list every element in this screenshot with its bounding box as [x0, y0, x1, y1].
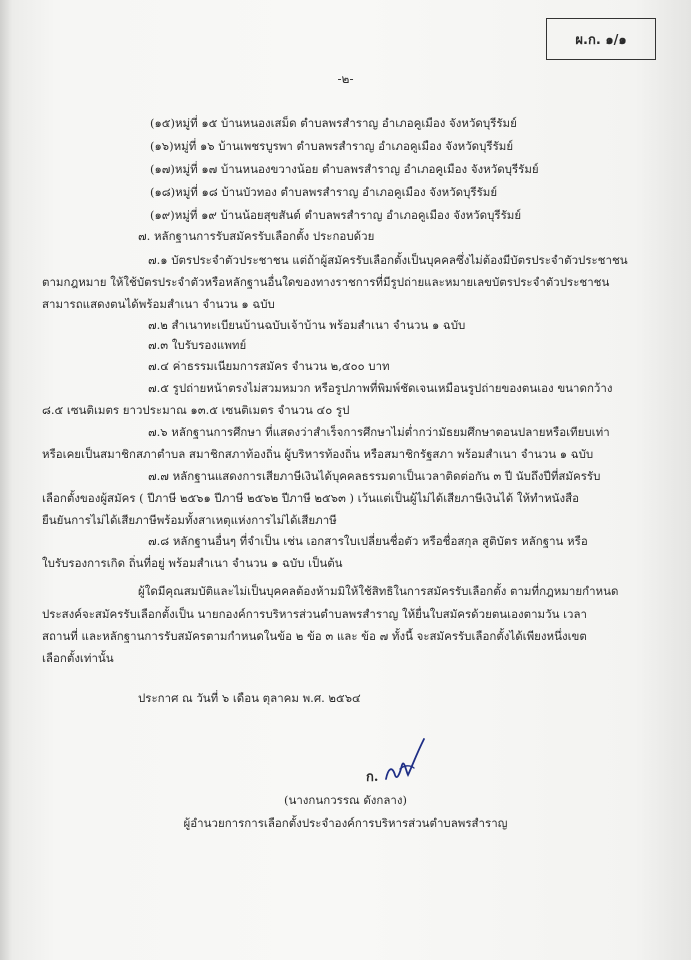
village-line-15: (๑๕)หมู่ที่ ๑๕ บ้านหนองเสม็ด ตำบลพรสำราญ อำเภอคูเมือง จังหวัดบุรีรัมย์	[150, 116, 517, 130]
item-7-3: ๗.๓ ใบรับรองแพทย์	[148, 338, 247, 352]
item-7-7-line-3: ยืนยันการไม่ได้เสียภาษีพร้อมทั้งสาเหตุแห่งการไม่ได้เสียภาษี	[42, 513, 337, 527]
item-7-7-line-1: ๗.๗ หลักฐานแสดงการเสียภาษีเงินได้บุคคลธรรมดาเป็นเวลาติดต่อกัน ๓ ปี นับถึงปีที่สมัครรับ	[148, 469, 601, 483]
item-7-8-line-1: ๗.๘ หลักฐานอื่นๆ ที่จำเป็น เช่น เอกสารใบเปลี่ยนชื่อตัว หรือชื่อสกุล สูติบัตร หลักฐาน หรือ	[148, 534, 588, 548]
section-7-heading: ๗. หลักฐานการรับสมัครรับเลือกตั้ง ประกอบด้วย	[138, 229, 375, 243]
closing-line-2: ประสงค์จะสมัครรับเลือกตั้งเป็น นายกองค์การบริหารส่วนตำบลพรสำราญ ให้ยื่นใบสมัครด้วยตนเองตามวัน เวลา	[42, 607, 587, 621]
item-7-4: ๗.๔ ค่าธรรมเนียมการสมัคร จำนวน ๒,๕๐๐ บาท	[148, 359, 390, 373]
item-7-8-line-2: ใบรับรองการเกิด ถิ่นที่อยู่ พร้อมสำเนา จำนวน ๑ ฉบับ เป็นต้น	[42, 556, 343, 570]
item-7-6-line-1: ๗.๖ หลักฐานการศึกษา ที่แสดงว่าสำเร็จการศึกษาไม่ต่ำกว่ามัธยมศึกษาตอนปลายหรือเทียบเท่า	[148, 425, 610, 439]
handwritten-signature	[380, 735, 430, 785]
item-7-1-line-3: สามารถแสดงตนได้พร้อมสำเนา จำนวน ๑ ฉบับ	[42, 297, 275, 311]
village-line-19: (๑๙)หมู่ที่ ๑๙ บ้านน้อยสุขสันต์ ตำบลพรสำราญ อำเภอคูเมือง จังหวัดบุรีรัมย์	[150, 208, 522, 222]
signature-initial: ก.	[366, 770, 379, 785]
closing-line-4: เลือกตั้งเท่านั้น	[42, 651, 114, 665]
closing-line-1: ผู้ใดมีคุณสมบัติและไม่เป็นบุคคลต้องห้ามมิให้ใช้สิทธิในการสมัครรับเลือกตั้ง ตามที่กฎหมายกำหนด	[138, 584, 619, 598]
village-line-17: (๑๗)หมู่ที่ ๑๗ บ้านหนองขวางน้อย ตำบลพรสำราญ อำเภอคูเมือง จังหวัดบุรีรัมย์	[150, 162, 539, 176]
page-number: -๒-	[337, 72, 354, 86]
form-code-box	[546, 18, 656, 60]
item-7-7-line-2: เลือกตั้งของผู้สมัคร ( ปีภาษี ๒๕๖๑ ปีภาษี ๒๕๖๒ ปีภาษี ๒๕๖๓ ) เว้นแต่เป็นผู้ไม่ได้เสียภาษีเงินได้ ให้ทำหนังสือ	[42, 491, 580, 505]
item-7-6-line-2: หรือเคยเป็นสมาชิกสภาตำบล สมาชิกสภาท้องถิ่น ผู้บริหารท้องถิ่น หรือสมาชิกรัฐสภา พร้อมสำเนา จำนวน ๑ ฉบับ	[42, 447, 594, 461]
village-line-16: (๑๖)หมู่ที่ ๑๖ บ้านเพชรบูรพา ตำบลพรสำราญ อำเภอคูเมือง จังหวัดบุรีรัมย์	[150, 139, 514, 153]
item-7-1-line-2: ตามกฎหมาย ให้ใช้บัตรประจำตัวหรือหลักฐานอื่นใดของทางราชการที่มีรูปถ่ายและหมายเลขบัตรประจำตัวประชาชน	[42, 275, 610, 289]
signer-position: ผู้อำนวยการการเลือกตั้งประจำองค์การบริหารส่วนตำบลพรสำราญ	[183, 816, 508, 830]
signer-name: (นางกนกวรรณ ดังกลาง)	[284, 793, 407, 807]
item-7-5-line-2: ๘.๕ เซนติเมตร ยาวประมาณ ๑๓.๕ เซนติเมตร จำนวน ๔๐ รูป	[42, 403, 350, 417]
item-7-5-line-1: ๗.๕ รูปถ่ายหน้าตรงไม่สวมหมวก หรือรูปภาพที่พิมพ์ชัดเจนเหมือนรูปถ่ายของตนเอง ขนาดกว้าง	[148, 381, 613, 395]
village-line-18: (๑๘)หมู่ที่ ๑๘ บ้านบัวทอง ตำบลพรสำราญ อำเภอคูเมือง จังหวัดบุรีรัมย์	[150, 185, 498, 199]
form-code: ผ.ก. ๑/๑	[575, 32, 627, 48]
item-7-1-line-1: ๗.๑ บัตรประจำตัวประชาชน แต่ถ้าผู้สมัครรับเลือกตั้งเป็นบุคคลซึ่งไม่ต้องมีบัตรประจำตัวประชาชน	[148, 253, 628, 267]
item-7-2: ๗.๒ สำเนาทะเบียนบ้านฉบับเจ้าบ้าน พร้อมสำเนา จำนวน ๑ ฉบับ	[148, 318, 466, 332]
closing-line-3: สถานที่ และหลักฐานการรับสมัครตามกำหนดในข้อ ๒ ข้อ ๓ และ ข้อ ๗ ทั้งนี้ จะสมัครรับเลือกตั้งได้เพียงหนึ่งเขต	[42, 629, 587, 643]
announcement-date: ประกาศ ณ วันที่ ๖ เดือน ตุลาคม พ.ศ. ๒๕๖๔	[138, 691, 361, 705]
